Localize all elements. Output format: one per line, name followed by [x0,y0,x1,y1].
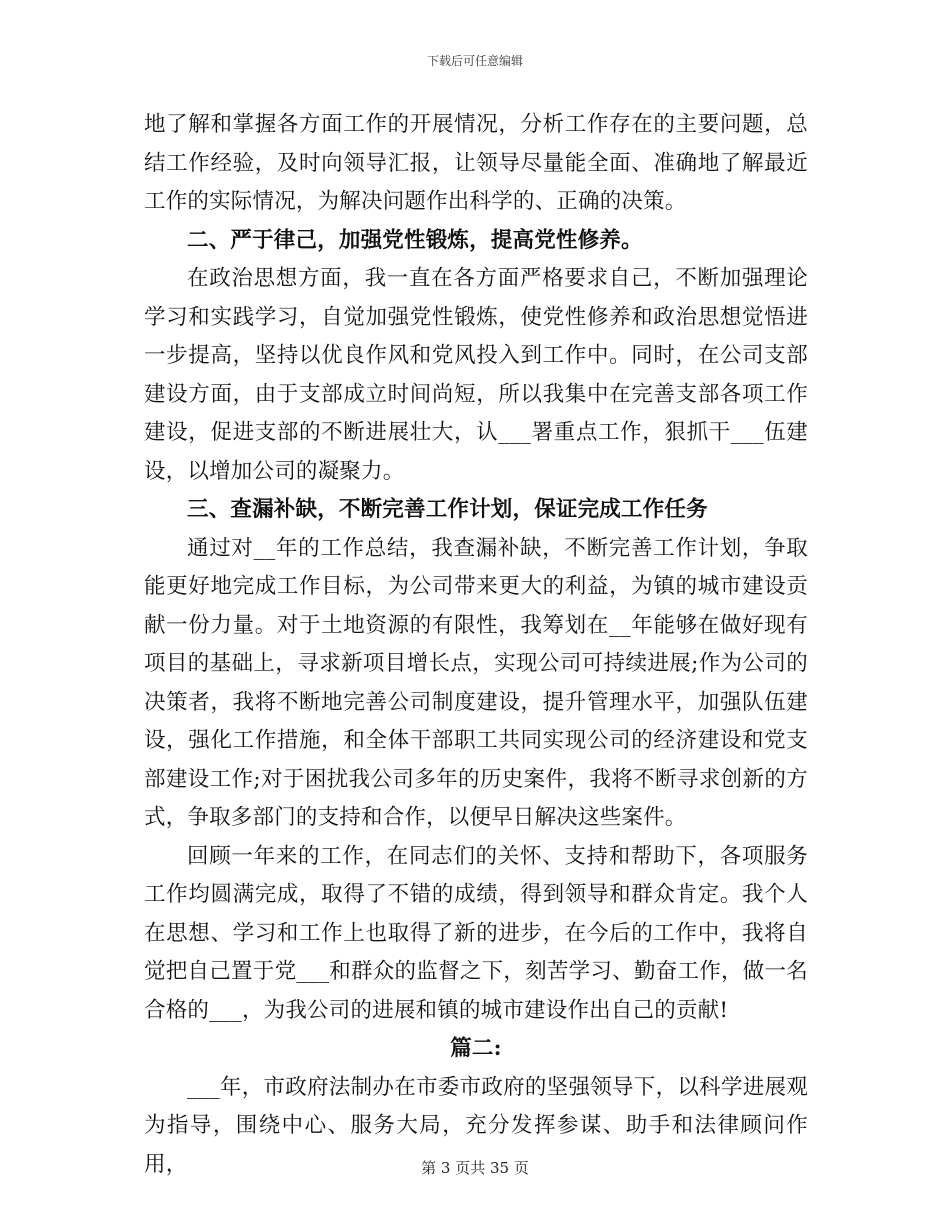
page-header: 下载后可任意编辑 [426,54,523,68]
paragraph-plan: 通过对__年的工作总结，我查漏补缺，不断完善工作计划，争取能更好地完成工作目标，为公司带来更大的利益，为镇的城市建设贡献一份力量。对于土地资源的有限性，我筹划在__年能够在做好现有项目的基础上，寻求新项目增长点，实现公司可持续进展;作为公司的决策者，我将不断地完善公司制度建设，提升管理水平，加强队伍建设，强化工作措施，和全体干部职工共同实现公司的经济建设和党支部建设工作;对于困扰我公司多年的历史案件，我将不断寻求创新的方式，争取多部门的支持和合作，以便早日解决这些案件。 [144,535,808,830]
document-body [144,106,808,1184]
paragraph-review: 回顾一年来的工作，在同志们的关怀、支持和帮助下，各项服务工作均圆满完成，取得了不错的成绩，得到领导和群众肯定。我个人在思想、学习和工作上也取得了新的进步，在今后的工作中，我将自觉把自己置于党___和群众的监督之下，刻苦学习、勤奋工作，做一名合格的___，为我公司的进展和镇的城市建设作出自己的贡献! [144,843,808,1023]
paragraph-continuation: 地了解和掌握各方面工作的开展情况，分析工作存在的主要问题，总结工作经验，及时向领导汇报，让领导尽量能全面、准确地了解最近工作的实际情况，为解决问题作出科学的、正确的决策。 [144,112,808,214]
section-heading-2: 二、严于律己，加强党性锻炼，提高党性修养。 [187,227,643,253]
paragraph-political: 在政治思想方面，我一直在各方面严格要求自己，不断加强理论学习和实践学习，自觉加强党性锻炼，使党性修养和政治思想觉悟进一步提高，坚持以优良作风和党风投入到工作中。同时，在公司支部建设方面，由于支部成立时间尚短，所以我集中在完善支部各项工作建设，促进支部的不断进展壮大，认___署重点工作，狠抓干___伍建设，以增加公司的凝聚力。 [144,266,808,484]
section-heading-3: 三、查漏补缺，不断完善工作计划，保证完成工作任务 [187,497,708,522]
paragraph-chapter-two: ___年，市政府法制办在市委市政府的坚强领导下，以科学进展观为指导，围绕中心、服务大局，充分发挥参谋、助手和法律顾问作用， [144,1074,808,1177]
chapter-heading: 篇二: [450,1036,502,1061]
page-footer: 第 3 页共 35 页 [421,1159,529,1177]
